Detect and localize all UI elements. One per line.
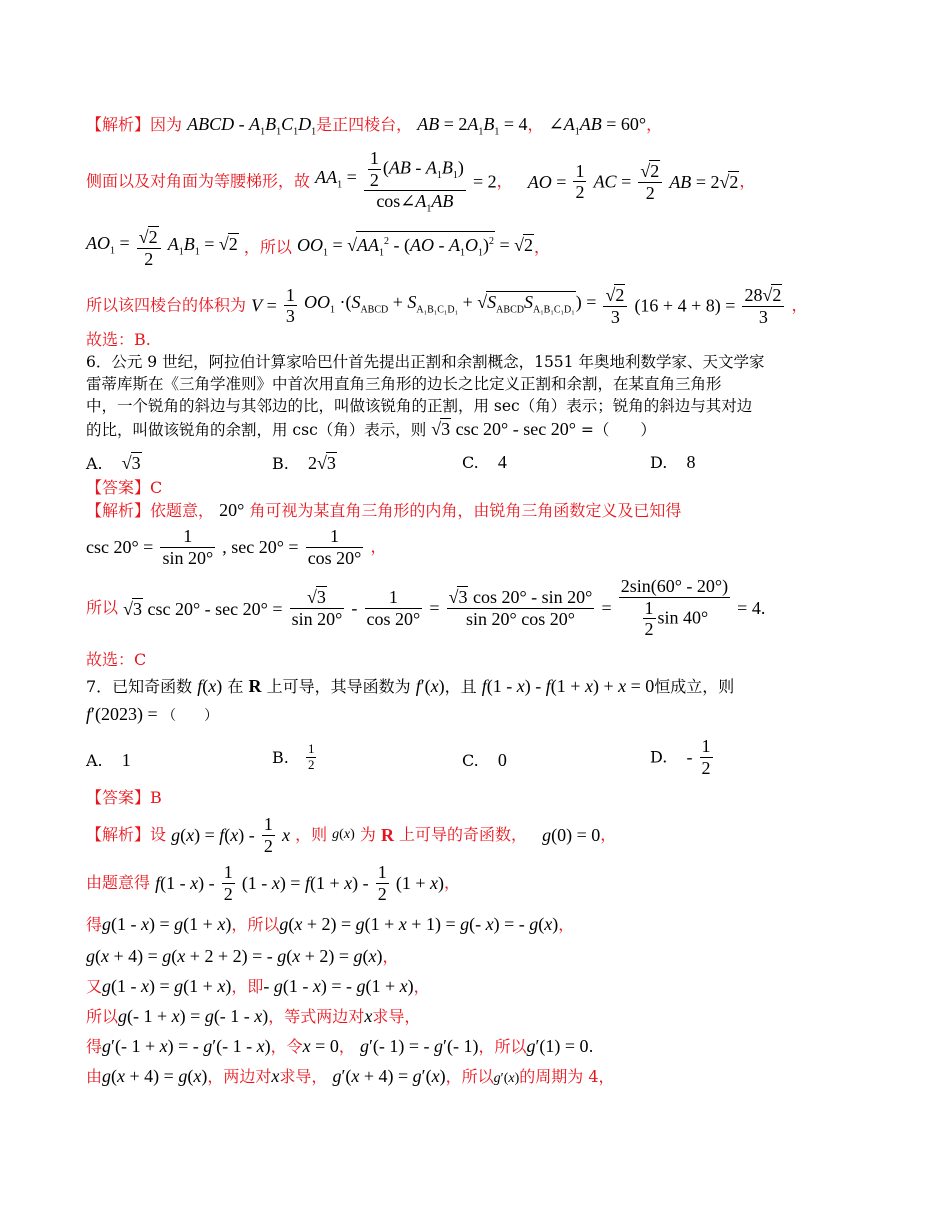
text: 侧面以及对角面为等腰梯形，故 [86,171,311,191]
q6-option-a[interactable]: A. √3 [86,453,141,473]
q6-option-d[interactable] [650,452,695,473]
q7-line-2: f′(2023) = （ ） [86,704,219,724]
text: ，令 [270,1037,303,1056]
q7-line-1: 7．已知奇函数 f(x) 在 R 上可导，其导函数为 f′(x)，且 f(1 - x) - f(1 + x) + x = 0恒成立，则 [86,676,735,696]
q6-option-b[interactable]: B. 2√3 [272,453,336,473]
q6-exp-line-1: 【解析】依题意， 20° 角可视为某直角三角形的内角，由锐角三角函数定义及已知得 [86,500,682,520]
text: 所以 [86,1007,119,1026]
text: 【解析】设 [86,825,167,845]
option-label: D. [650,747,668,767]
text: 是正四棱台， [316,115,413,134]
text: 由 [86,1067,103,1086]
text: 7．已知奇函数 [86,677,193,696]
q7-option-c[interactable] [462,750,507,771]
q7-option-a[interactable] [86,750,131,771]
text: 在 [227,677,244,696]
option-label: A. [86,454,103,473]
fraction: $\frac{1}{2}$ $(AB - A_1B_1)$ $\cos\angle A_1AB$ [364,148,466,215]
text: 得 [86,915,103,934]
text: 【解析】依题意， [86,501,215,520]
q6-answer: 【答案】C [86,478,163,497]
text: ，则 [295,825,328,845]
option-label: C. [462,453,479,472]
q6-exp-line-3: 所以 √3 csc 20° - sec 20° = $\frac{√3}{\sin 20^\circ}$ - $\frac{1}{\cos 20^\circ}$ = $\frac{√3 \cos 20^\circ - \sin 20^\circ}{\sin 20^\circ \cos 20^\circ}$ = 2sin(60° - 20°) $\frac{1}{2}$ sin 40° = 4. [86,576,766,640]
text: 恒成立，则 [654,677,735,696]
text: 角可视为某直角三角形的内角，由锐角三角函数定义及已知得 [249,501,682,520]
q7-exp-line-7: 得g′(- 1 + x) = - g′(- 1 - x)，令x = 0， g′(- 1) = - g′(- 1)，所以g′(1) = 0. [86,1036,594,1056]
solution-line-2: 侧面以及对角面为等腰梯形，故 $AA_1$ = $\frac{1}{2}$ $(AB - A_1B_1)$ $\cos\angle A_1AB$ = 2， AO = $\frac{1}{2}$ AC = $\frac{√2}{2}$ AB = 2√2， [86,148,756,215]
text: 又 [86,977,103,996]
q6-conclusion: 故选：C [86,650,147,669]
q6-option-c[interactable] [462,452,507,473]
text: ，即 [231,977,264,996]
q6-line-4: 的比，叫做该锐角的余割，用 csc（角）表示，则 √3 csc 20° - sec 20° =（ ） [86,419,656,439]
q7-exp-line-2: 由题意得 f(1 - x) - $\frac{1}{2}$ (1 - x) = f(1 + x) - $\frac{1}{2}$ (1 + x)， [86,862,460,904]
text: 得 [86,1037,103,1056]
text: ，等式两边对 [268,1007,365,1026]
text: 求导， [372,1007,421,1026]
q7-exp-line-4: g(x + 4) = g(x + 2 + 2) = - g(x + 2) = g(x)， [86,946,399,966]
text: 上可导的奇函数， [399,825,528,845]
option-label: D. [650,453,668,472]
option-label: C. [462,751,479,770]
text: ，两边对 [207,1067,272,1086]
option-label: B. [272,454,289,473]
option-value: 8 [686,452,696,472]
text: 上可导，其导函数为 [266,677,411,696]
text: 的比，叫做该锐角的余割，用 csc（角）表示，则 [86,421,427,439]
option-value: 1 [121,750,131,770]
solution-line-4: 所以该四棱台的体积为 V = $\frac{1}{3}$ $OO_1 \cdot(S_{ABCD} + S_{A_1B_1C_1D_1} + √S_{ABCD}S_{A_1B_1C_1D_1})$ = $\frac{√2}{3}$ (16 + 4 + 8) = $\frac{28√2}{3}$ ， [86,284,808,327]
formula: $\angle A_1AB = 60^\circ$ [548,114,647,138]
q6-line-2: 雷蒂库斯在《三角学准则》中首次用直角三角形的边长之比定义正割和余割，在某直角三角形 [86,375,722,393]
solution-conclusion: 故选：B. [86,330,151,349]
q7-option-d[interactable]: D. - $\frac{1}{2}$ [650,736,711,778]
solution-line-1: 【解析】因为 ABCD - $A_1B_1C_1D_1$是正四棱台， AB = $2A_1B_1 = 4$， $\angle A_1AB = 60^\circ$， [86,114,663,138]
formula: AB = $2A_1B_1 = 4$ [417,114,528,138]
text: ，且 [444,677,477,696]
option-label: A. [86,751,103,770]
text: 所以 [86,598,119,618]
text: ，所以 [243,237,292,257]
q6-line-3: 中，一个锐角的斜边与其邻边的比，叫做该锐角的正割，用 sec（角）表示；锐角的斜边与其对边 [86,397,753,415]
option-label: B. [272,747,289,767]
text: 求导， [279,1067,328,1086]
text: ，所以 [478,1037,527,1056]
q6-exp-line-2: csc 20° = $\frac{1}{\sin 20^\circ}$ , sec 20° = $\frac{1}{\cos 20^\circ}$ ， [86,526,387,568]
q7-exp-line-6: 所以g(- 1 + x) = g(- 1 - x)，等式两边对x求导， [86,1006,421,1026]
formula: ABCD - $A_1B_1C_1D_1$ [187,114,317,138]
option-value: 0 [497,750,507,770]
text: 所以该四棱台的体积为 [86,295,247,315]
text: ，所以 [231,915,280,934]
q7-exp-line-3: 得g(1 - x) = g(1 + x)，所以g(x + 2) = g(1 + x + 1) = g(- x) = - g(x)， [86,914,575,934]
solution-line-3: $AO_1$ = $\frac{√2}{2}$ $A_1B_1 = √2$ ，所以 $OO_1 = √AA_1^2 - (AO - A_1O_1)^2 = √2$， [86,227,551,269]
option-value: 4 [497,452,507,472]
text: 为 [359,825,376,845]
solution-tag: 【解析】因为 [86,115,183,134]
text: ，所以 [445,1067,494,1086]
q7-exp-line-8: 由g(x + 4) = g(x)，两边对x求导， g′(x + 4) = g′(x)，所以g′(x)的周期为 4， [86,1066,615,1086]
q7-exp-line-5: 又g(1 - x) = g(1 + x)，即- g(1 - x) = - g(1 + x)， [86,976,430,996]
q7-exp-line-1: 【解析】设 g(x) = f(x) - $\frac{1}{2}$ x ，则 g(x) 为 R 上可导的奇函数， g(0) = 0， [86,814,617,856]
text: =（ ） [580,421,656,439]
q7-answer: 【答案】B [86,788,162,807]
q7-option-b[interactable]: B. $\frac{1}{2}$ [272,741,315,772]
q6-line-1: 6．公元 9 世纪，阿拉伯计算家哈巴什首先提出正割和余割概念，1551 年奥地利数学家、天文学家 [86,353,765,371]
text: 的周期为 4， [519,1067,615,1086]
text: 由题意得 [86,873,151,893]
